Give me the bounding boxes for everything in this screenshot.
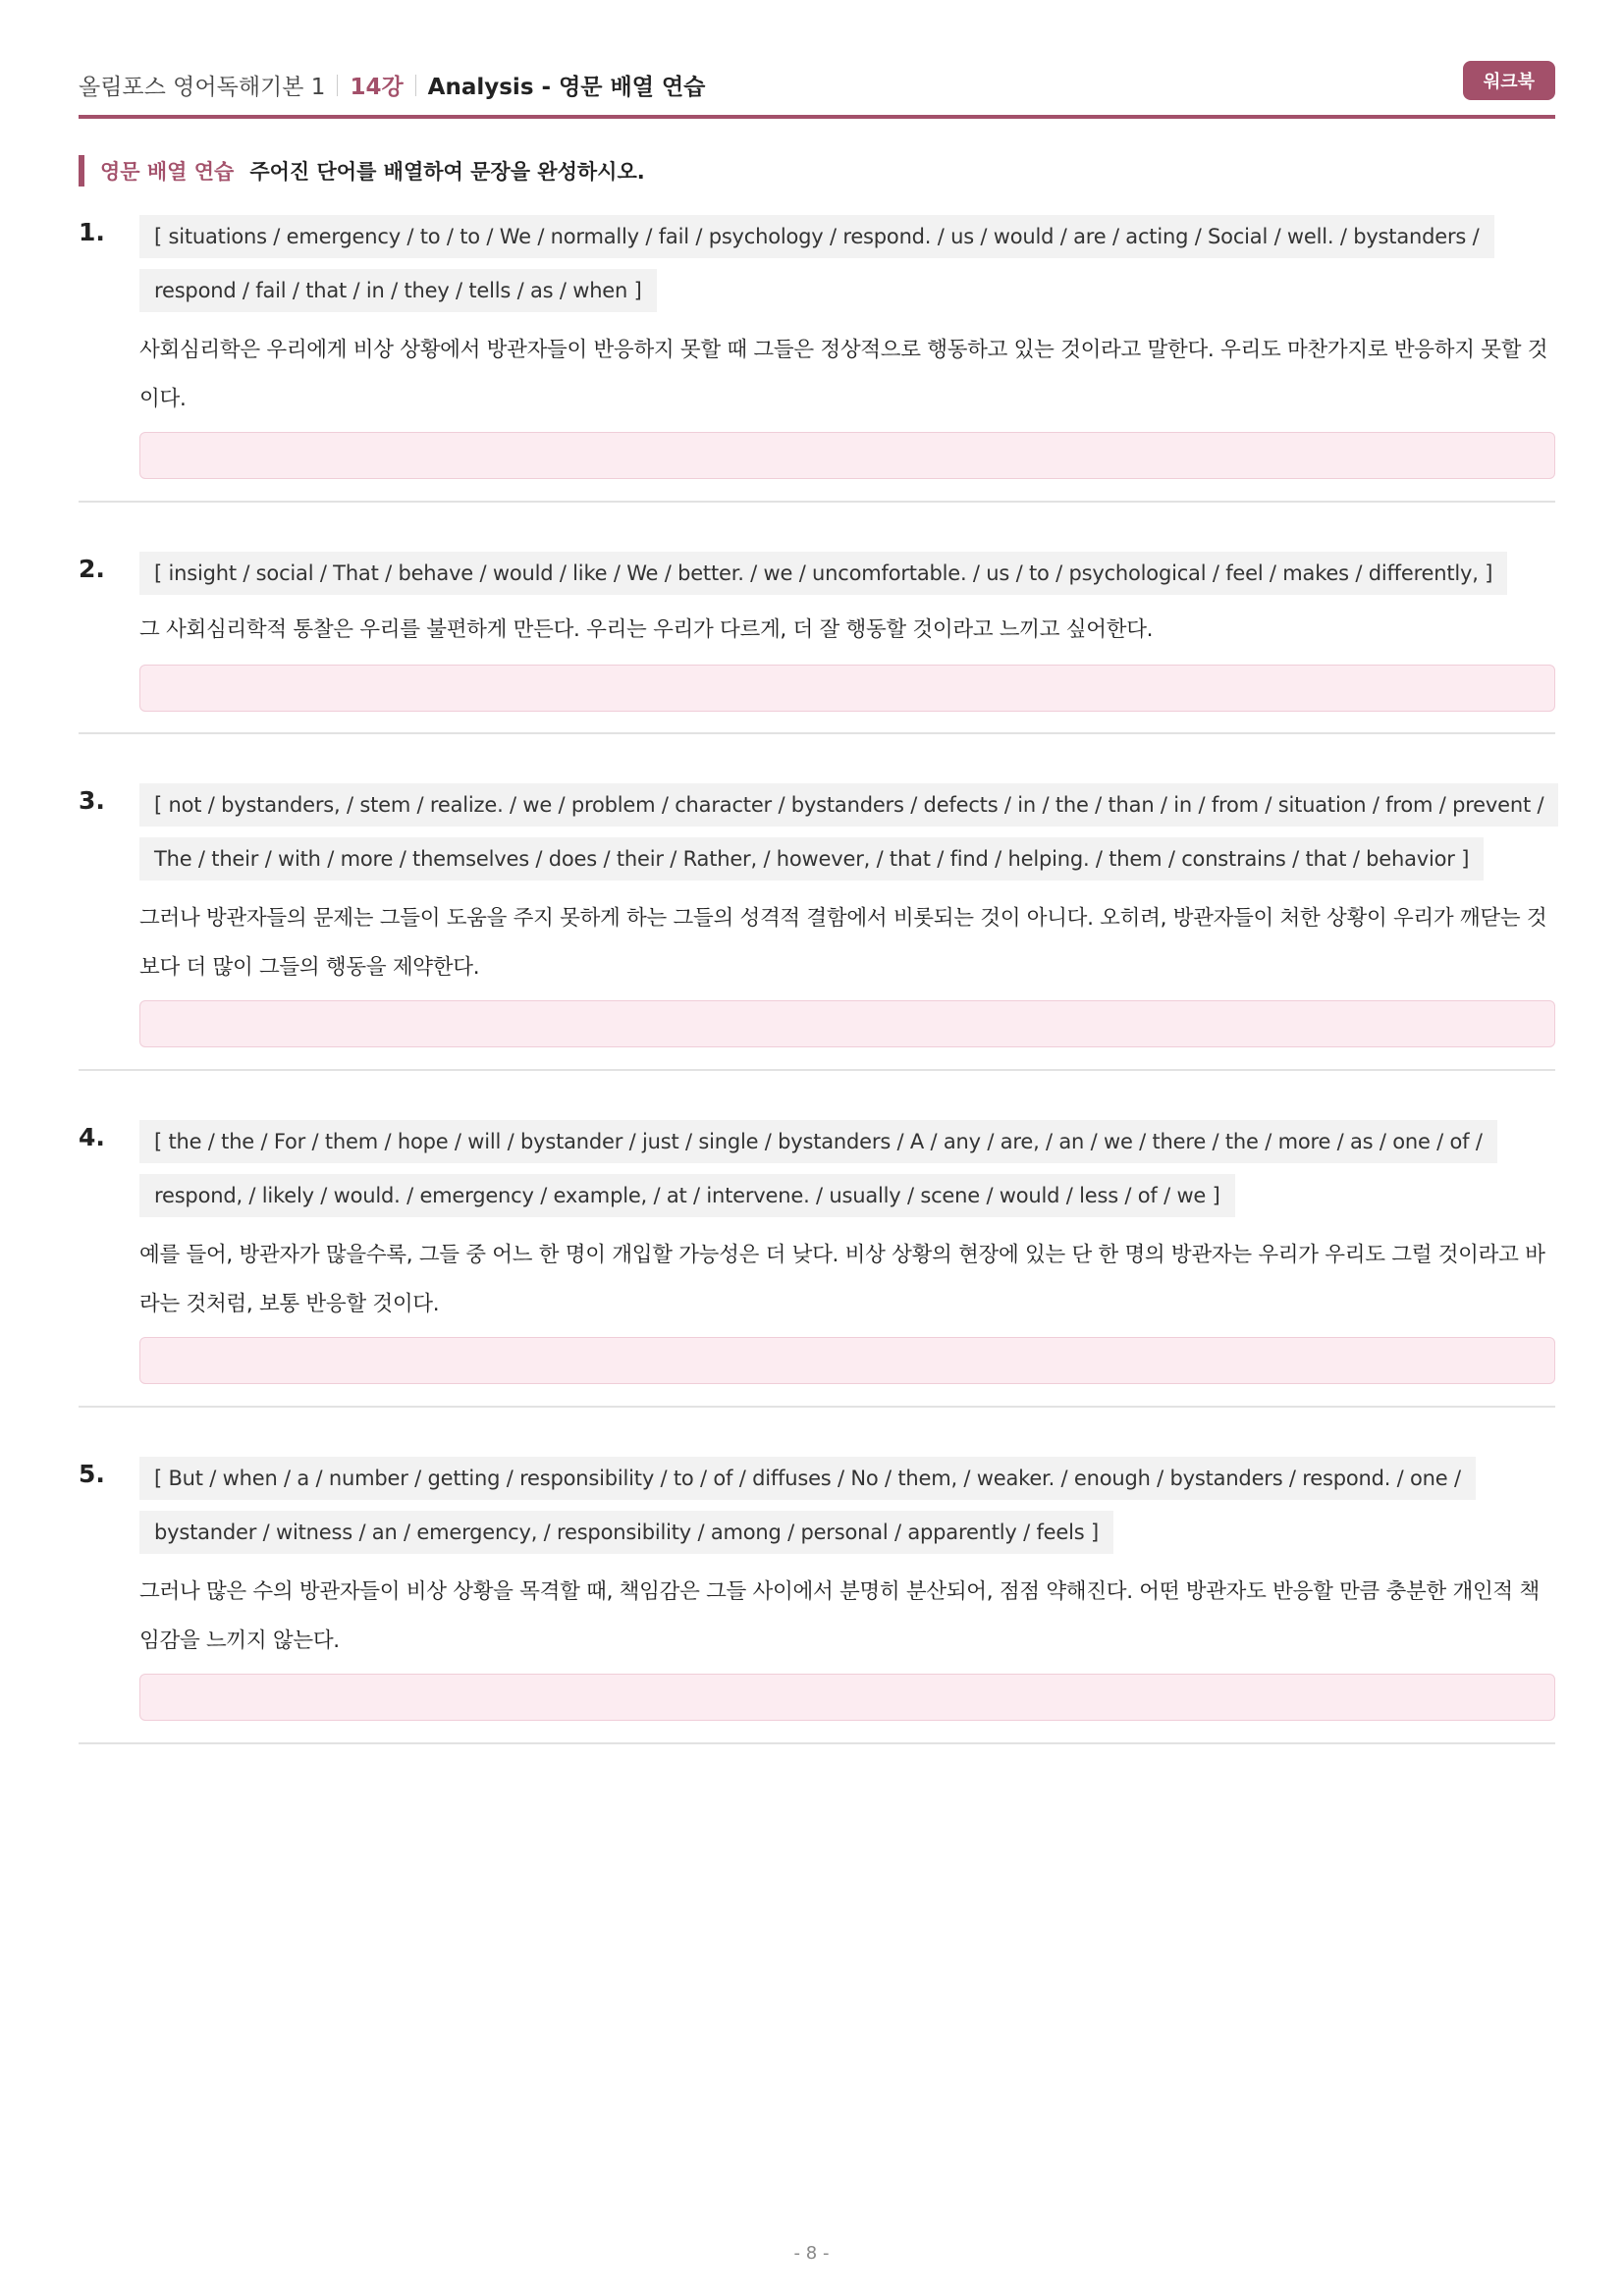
word-bank-text: [ But / when / a / number / getting / responsibility / to / of / diffuses / No / them, / weaker. / enough / bystanders / respond. / one / bystander / witness / an / emergency, / responsibility / among / personal / apparently / feels ] [139,1457,1476,1554]
word-bank [139,547,1555,601]
word-bank [139,1452,1555,1560]
section-accent-bar [79,155,84,187]
word-bank-text: [ the / the / For / them / hope / will / bystander / just / single / bystanders / A / any / are, / an / we / there / the / more / as / one / of / respond, / likely / would. / emergency / example, / at / intervene. / usually / scene / would / less / of / we ] [139,1120,1497,1217]
lesson-number: 14강 [350,75,404,100]
lesson-title: Analysis - 영문 배열 연습 [427,75,706,100]
section-label: 영문 배열 연습 [100,160,235,184]
section-heading [79,155,645,187]
korean-translation: 사회심리학은 우리에게 비상 상황에서 방관자들이 반응하지 못할 때 그들은 정상적으로 행동하고 있는 것이라고 말한다. 우리도 마찬가지로 반응하지 못할 것이다. [139,338,1548,411]
workbook-badge: 워크북 [1463,61,1555,100]
item-divider [79,1406,1555,1408]
item-number: 5. [79,1460,105,1488]
korean-translation: 그러나 방관자들의 문제는 그들이 도움을 주지 못하게 하는 그들의 성격적 결함에서 비롯되는 것이 아니다. 오히려, 방관자들이 처한 상황이 우리가 깨닫는 것보다 더 많이 그들의 행동을 제약한다. [139,906,1547,980]
word-bank-text: [ insight / social / That / behave / would / like / We / better. / we / uncomfortable. / us / to / psychological / feel / makes / differently, ] [139,552,1507,595]
header-separator [415,75,416,96]
answer-field[interactable] [139,665,1555,712]
answer-field[interactable] [139,1000,1555,1047]
page-header [79,61,1555,104]
page-number: - 8 - [793,2243,830,2264]
item-divider [79,501,1555,503]
answer-field[interactable] [139,1674,1555,1721]
item-divider [79,1069,1555,1071]
word-bank [139,210,1555,318]
word-bank-text: [ not / bystanders, / stem / realize. / we / problem / character / bystanders / defects / in / the / than / in / from / situation / from / prevent / The / their / with / more / themselves / does / their / Rather, / however, / that / find / helping. / them / constrains / that / behavior ] [139,783,1558,881]
item-divider [79,732,1555,734]
section-instruction: 주어진 단어를 배열하여 문장을 완성하시오. [249,160,645,184]
item-divider [79,1742,1555,1744]
word-bank [139,778,1555,886]
header-divider [79,115,1555,119]
header-breadcrumb [79,69,705,101]
answer-field[interactable] [139,1337,1555,1384]
workbook-page [79,0,1555,2296]
korean-translation: 그러나 많은 수의 방관자들이 비상 상황을 목격할 때, 책임감은 그들 사이에서 분명히 분산되어, 점점 약해진다. 어떤 방관자도 반응할 만큼 충분한 개인적 책임감을 느끼지 않는다. [139,1579,1540,1653]
answer-field[interactable] [139,432,1555,479]
header-separator [337,75,338,96]
korean-translation: 그 사회심리학적 통찰은 우리를 불편하게 만든다. 우리는 우리가 다르게, 더 잘 행동할 것이라고 느끼고 싶어한다. [139,617,1154,642]
item-number: 2. [79,555,105,583]
book-title: 올림포스 영어독해기본 1 [79,75,326,100]
korean-translation: 예를 들어, 방관자가 많을수록, 그들 중 어느 한 명이 개입할 가능성은 더 낮다. 비상 상황의 현장에 있는 단 한 명의 방관자는 우리가 우리도 그럴 것이라고 바라는 것처럼, 보통 반응할 것이다. [139,1243,1545,1316]
item-number: 3. [79,786,105,815]
word-bank-text: [ situations / emergency / to / to / We / normally / fail / psychology / respond. / us / would / are / acting / Social / well. / bystanders / respond / fail / that / in / they / tells / as / when ] [139,215,1494,312]
word-bank [139,1115,1555,1223]
item-number: 1. [79,218,105,246]
item-number: 4. [79,1123,105,1151]
